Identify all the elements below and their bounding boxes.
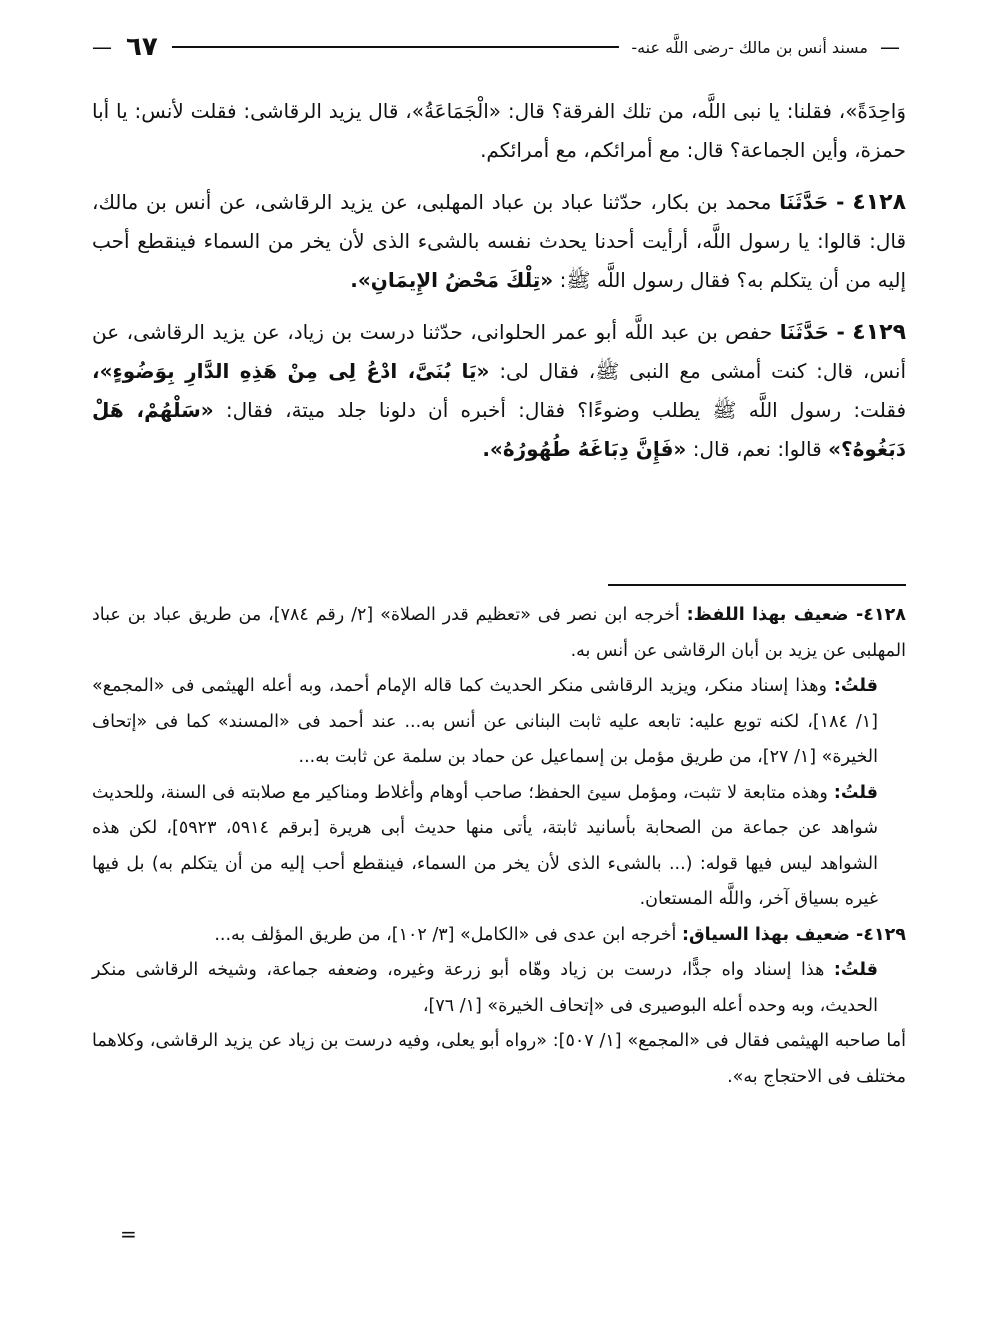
hadith-quote: «يَا بُنَىَّ، ادْعُ لِى مِنْ هَذِهِ الدَّارِ بِوَضُوءٍ»، [92,359,490,383]
page-number: ٦٧ [126,32,158,62]
footnote-text: هذا إسناد واه جدًّا، درست بن زياد وهّاه أبو زرعة وغيره، وضعفه جماعة، وشيخه الرقاشى منكر الحديث، وبه وحده أعله البوصيرى فى «إتحاف الخيرة» [١/ ٧٦]، [92,960,878,1016]
hadith-continuation: وَاحِدَةً»، فقلنا: يا نبى اللَّه، من تلك الفرقة؟ قال: «الْجَمَاعَةُ»، قال يزيد الرقاشى: فقلت لأنس: يا أبا حمزة، وأين الجماعة؟ قال: مع أمرائكم، مع أمرائكم. [92,99,906,162]
footnote-text: أخرجه ابن نصر فى «تعظيم قدر الصلاة» [٢/ رقم ٧٨٤]، من طريق عباد بن عباد المهلبى عن يزيد بن أبان الرقاشى عن أنس به. [92,605,906,661]
footnote-comment [92,1024,906,1095]
hadith-quote: «فَإِنَّ دِبَاغَهُ طُهُورُهُ». [482,437,687,461]
hadith-number: ٤١٢٩ [852,320,907,345]
hadith-quote: «تِلْكَ مَحْضُ الإِيمَانِ». [350,268,554,292]
running-header [86,30,906,64]
footnote-separator [608,584,906,586]
hadith-lead: حَدَّثَنَا [779,190,829,214]
continuation-mark: = [120,1222,137,1246]
footnote-text: أما صاحبه الهيثمى فقال فى «المجمع» [١/ ٥٠٧]: «رواه أبو يعلى، وفيه درست بن زياد عن يزيد الرقاشى، وكلاهما مختلف فى الاحتجاج به». [92,1031,907,1087]
header-dash-left: — [92,35,112,59]
hadith-body: قالوا: نعم، قال: [692,437,822,461]
footnote-text: وهذه متابعة لا تثبت، ومؤمل سيئ الحفظ؛ صاحب أوهام وأغلاط ومناكير مع صلابته فى السنة، وللحديث شواهد عن جماعة من الصحابة بأسانيد ثابتة، يأتى منها حديث أبى هريرة [برقم ٥٩١٤، ٥٩٢٣]، لكن هذه الشواهد ليس فيها قوله: (... بالشىء الذى لأن يخر من السماء، فينقطع أحب إليه من أن يتكلم به) بل فيها غيره بسياق آخر، واللَّه المستعان. [92,782,878,909]
footnote-comment [92,776,906,918]
hadith-lead: حَدَّثَنَا [779,320,829,344]
header-rule [172,46,620,48]
hadith-text [92,92,906,469]
footnote-label: قلتُ: [833,782,878,803]
footnote-4128 [92,598,906,669]
footnote-4129 [92,918,906,954]
footnote-label: ٤١٢٩- ضعيف بهذا السياق: [681,924,906,945]
hadith-body: حفص بن عبد اللَّه أبو عمر الحلوانى، حدّثنا درست بن زياد، عن يزيد الرقاشى، عن أنس، قال: كنت أمشى مع النبى ﷺ، فقال لى: [92,320,906,383]
footnote-label: قلتُ: [833,676,878,696]
hadith-4128: ٤١٢٨ - حَدَّثَنَا محمد بن بكار، حدّثنا عباد بن عباد المهلبى، عن يزيد الرقاشى، عن أنس بن مالك، قال: قالوا: يا رسول اللَّه، أرأيت أحدنا يحدث نفسه بالشىء الذى لأن يخر من السماء فينقطع أحب إليه من أن يتكلم به؟ فقال رسول اللَّه ﷺ: «تِلْكَ مَحْضُ الإِيمَانِ». [92,190,907,292]
footnote-comment [92,669,906,776]
footnote-label: ٤١٢٨- ضعيف بهذا اللفظ: [686,605,906,625]
hadith-4129: ٤١٢٩ - حَدَّثَنَا حفص بن عبد اللَّه أبو عمر الحلوانى، حدّثنا درست بن زياد، عن يزيد الرقاشى، عن أنس، قال: كنت أمشى مع النبى ﷺ، فقال لى: «يَا بُنَىَّ، ادْعُ لِى مِنْ هَذِهِ الدَّارِ بِوَضُوءٍ»، فقلت: رسول اللَّه ﷺ يطلب وضوءًا؟ فقال: أخبره أن دلونا جلد ميتة، فقال: «سَلْهُمْ، هَلْ دَبَغُوهُ؟» قالوا: نعم، قال: «فَإِنَّ دِبَاغَهُ طُهُورُهُ». [92,320,907,461]
running-title: مسند أنس بن مالك -رضى اللَّه عنه- [631,37,868,57]
hadith-body: فقلت: رسول اللَّه ﷺ يطلب وضوءًا؟ فقال: أخبره أن دلونا جلد ميتة، فقال: [225,398,906,422]
hadith-quote: «سَلْهُمْ، هَلْ دَبَغُوهُ؟» [92,398,906,461]
footnote-text: أخرجه ابن عدى فى «الكامل» [٣/ ١٠٢]، من طريق المؤلف به... [214,924,677,945]
hadith-body: محمد بن بكار، حدّثنا عباد بن عباد المهلبى، عن يزيد الرقاشى، عن أنس بن مالك، قال: قالوا: يا رسول اللَّه، أرأيت أحدنا يحدث نفسه بالشىء الذى لأن يخر من السماء فينقطع أحب إليه من أن يتكلم به؟ فقال رسول اللَّه ﷺ: [92,190,906,292]
header-dash-right: — [880,35,900,59]
hadith-number: ٤١٢٨ [852,190,907,215]
footnote-text: وهذا إسناد منكر، ويزيد الرقاشى منكر الحديث كما قاله الإمام أحمد، وبه أعله الهيثمى فى «المجمع» [١/ ١٨٤]، لكنه توبع عليه: تابعه عليه ثابت البنانى عن أنس به... عند أحمد فى «المسند» كما فى «إتحاف الخيرة» [١/ ٢٧]، من طريق مؤمل بن إسماعيل عن حماد بن سلمة عن ثابت به... [92,676,878,767]
footnote-comment [92,953,906,1024]
footnote-label: قلتُ: [833,960,878,980]
footnotes [92,598,906,1095]
